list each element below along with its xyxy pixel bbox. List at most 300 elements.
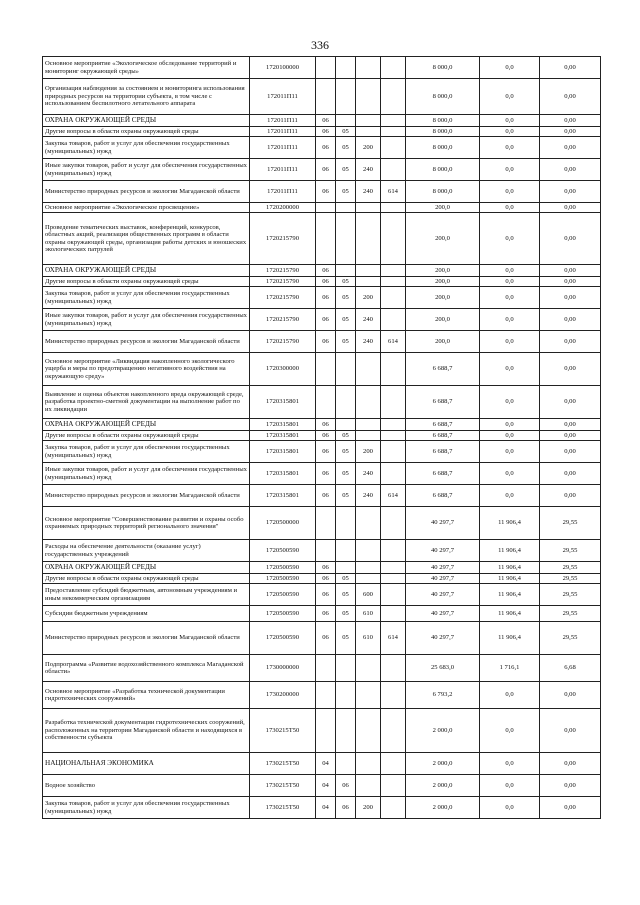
row-name-cell: Другие вопросы в области охраны окружающей среды bbox=[43, 431, 250, 441]
row-name-cell: Субсидии бюджетным учреждениям bbox=[43, 606, 250, 622]
section-cell: 04 bbox=[316, 775, 336, 797]
administrator-cell bbox=[381, 584, 406, 606]
subsection-cell: 05 bbox=[336, 277, 356, 287]
subsection-cell bbox=[336, 753, 356, 775]
amount-cell: 40 297,7 bbox=[406, 562, 480, 574]
table-row bbox=[43, 115, 601, 127]
percent-cell: 0,00 bbox=[540, 309, 601, 331]
administrator-cell bbox=[381, 775, 406, 797]
executed-cell: 0,0 bbox=[480, 181, 540, 203]
row-name-cell: Подпрограмма «Развитие водохозяйственного комплекса Магаданской области» bbox=[43, 655, 250, 682]
expense-type-cell bbox=[356, 115, 381, 127]
section-cell: 06 bbox=[316, 584, 336, 606]
subsection-cell: 05 bbox=[336, 331, 356, 353]
section-cell: 06 bbox=[316, 127, 336, 137]
target-code-cell: 1720315801 bbox=[250, 431, 316, 441]
target-code-cell: 1730215Т50 bbox=[250, 797, 316, 819]
table-row bbox=[43, 441, 601, 463]
subsection-cell bbox=[336, 419, 356, 431]
subsection-cell: 05 bbox=[336, 606, 356, 622]
expense-type-cell: 240 bbox=[356, 485, 381, 507]
percent-cell: 29,55 bbox=[540, 540, 601, 562]
executed-cell: 0,0 bbox=[480, 386, 540, 419]
section-cell: 06 bbox=[316, 309, 336, 331]
expense-type-cell bbox=[356, 682, 381, 709]
target-code-cell: 1720215790 bbox=[250, 265, 316, 277]
administrator-cell bbox=[381, 431, 406, 441]
amount-cell: 2 000,0 bbox=[406, 753, 480, 775]
table-row bbox=[43, 57, 601, 79]
table-row bbox=[43, 213, 601, 265]
executed-cell: 0,0 bbox=[480, 775, 540, 797]
target-code-cell: 1720500590 bbox=[250, 562, 316, 574]
section-cell bbox=[316, 79, 336, 115]
table-row bbox=[43, 562, 601, 574]
expense-type-cell bbox=[356, 753, 381, 775]
target-code-cell: 1720315801 bbox=[250, 485, 316, 507]
subsection-cell: 05 bbox=[336, 622, 356, 655]
percent-cell: 0,00 bbox=[540, 709, 601, 753]
section-cell: 06 bbox=[316, 265, 336, 277]
row-name-cell: ОХРАНА ОКРУЖАЮЩЕЙ СРЕДЫ bbox=[43, 265, 250, 277]
executed-cell: 0,0 bbox=[480, 682, 540, 709]
subsection-cell: 05 bbox=[336, 441, 356, 463]
percent-cell: 29,55 bbox=[540, 562, 601, 574]
amount-cell: 6 793,2 bbox=[406, 682, 480, 709]
administrator-cell bbox=[381, 540, 406, 562]
executed-cell: 0,0 bbox=[480, 331, 540, 353]
amount-cell: 200,0 bbox=[406, 213, 480, 265]
amount-cell: 200,0 bbox=[406, 287, 480, 309]
table-row bbox=[43, 331, 601, 353]
subsection-cell: 06 bbox=[336, 797, 356, 819]
executed-cell: 0,0 bbox=[480, 485, 540, 507]
row-name-cell: Другие вопросы в области охраны окружающей среды bbox=[43, 574, 250, 584]
table-row bbox=[43, 203, 601, 213]
executed-cell: 0,0 bbox=[480, 159, 540, 181]
expense-type-cell bbox=[356, 353, 381, 386]
administrator-cell bbox=[381, 463, 406, 485]
percent-cell: 0,00 bbox=[540, 386, 601, 419]
section-cell: 06 bbox=[316, 485, 336, 507]
executed-cell: 0,0 bbox=[480, 127, 540, 137]
section-cell: 06 bbox=[316, 277, 336, 287]
executed-cell: 0,0 bbox=[480, 419, 540, 431]
executed-cell: 1 716,1 bbox=[480, 655, 540, 682]
target-code-cell: 172011П11 bbox=[250, 181, 316, 203]
row-name-cell: Другие вопросы в области охраны окружающей среды bbox=[43, 277, 250, 287]
administrator-cell bbox=[381, 562, 406, 574]
target-code-cell: 1730000000 bbox=[250, 655, 316, 682]
section-cell: 04 bbox=[316, 797, 336, 819]
row-name-cell: Водное хозяйство bbox=[43, 775, 250, 797]
subsection-cell bbox=[336, 213, 356, 265]
executed-cell: 0,0 bbox=[480, 57, 540, 79]
expense-type-cell bbox=[356, 213, 381, 265]
section-cell: 06 bbox=[316, 331, 336, 353]
expense-type-cell bbox=[356, 775, 381, 797]
amount-cell: 40 297,7 bbox=[406, 606, 480, 622]
target-code-cell: 1720500590 bbox=[250, 574, 316, 584]
percent-cell: 0,00 bbox=[540, 127, 601, 137]
section-cell bbox=[316, 682, 336, 709]
administrator-cell bbox=[381, 441, 406, 463]
administrator-cell bbox=[381, 265, 406, 277]
amount-cell: 40 297,7 bbox=[406, 507, 480, 540]
expense-type-cell: 610 bbox=[356, 622, 381, 655]
subsection-cell bbox=[336, 540, 356, 562]
subsection-cell bbox=[336, 709, 356, 753]
table-row bbox=[43, 507, 601, 540]
section-cell: 06 bbox=[316, 622, 336, 655]
target-code-cell: 1720315801 bbox=[250, 419, 316, 431]
row-name-cell: Министерство природных ресурсов и экологии Магаданской области bbox=[43, 485, 250, 507]
percent-cell: 0,00 bbox=[540, 797, 601, 819]
row-name-cell: Основное мероприятие «Ликвидация накопленного экологического ущерба и меры по предотвращению негативного воздействия на окружающую среду» bbox=[43, 353, 250, 386]
row-name-cell: Проведение тематических выставок, конференций, конкурсов, областных акций, реализация общественных программ в области охраны окружающей среды, организация работы детских и юношеских экологических патрулей bbox=[43, 213, 250, 265]
percent-cell: 0,00 bbox=[540, 287, 601, 309]
expense-type-cell bbox=[356, 277, 381, 287]
target-code-cell: 1720200000 bbox=[250, 203, 316, 213]
amount-cell: 6 688,7 bbox=[406, 463, 480, 485]
executed-cell: 0,0 bbox=[480, 265, 540, 277]
target-code-cell: 1720100000 bbox=[250, 57, 316, 79]
subsection-cell: 06 bbox=[336, 775, 356, 797]
table-row bbox=[43, 574, 601, 584]
administrator-cell: 614 bbox=[381, 331, 406, 353]
administrator-cell bbox=[381, 309, 406, 331]
subsection-cell bbox=[336, 57, 356, 79]
executed-cell: 0,0 bbox=[480, 115, 540, 127]
administrator-cell bbox=[381, 137, 406, 159]
page-number: 336 bbox=[311, 38, 329, 52]
target-code-cell: 1720315801 bbox=[250, 386, 316, 419]
target-code-cell: 172011П11 bbox=[250, 137, 316, 159]
amount-cell: 200,0 bbox=[406, 265, 480, 277]
row-name-cell: Предоставление субсидий бюджетным, автономным учреждениям и иным некоммерческим организациям bbox=[43, 584, 250, 606]
administrator-cell: 614 bbox=[381, 485, 406, 507]
expense-type-cell: 240 bbox=[356, 159, 381, 181]
expense-type-cell: 600 bbox=[356, 584, 381, 606]
executed-cell: 0,0 bbox=[480, 753, 540, 775]
table-row bbox=[43, 606, 601, 622]
section-cell bbox=[316, 655, 336, 682]
expense-type-cell: 200 bbox=[356, 137, 381, 159]
percent-cell: 0,00 bbox=[540, 79, 601, 115]
row-name-cell: Закупка товаров, работ и услуг для обеспечения государственных (муниципальных) нужд bbox=[43, 287, 250, 309]
section-cell: 06 bbox=[316, 431, 336, 441]
table-row bbox=[43, 584, 601, 606]
target-code-cell: 1720215790 bbox=[250, 309, 316, 331]
row-name-cell: Закупка товаров, работ и услуг для обеспечения государственных (муниципальных) нужд bbox=[43, 797, 250, 819]
row-name-cell: Министерство природных ресурсов и экологии Магаданской области bbox=[43, 331, 250, 353]
section-cell bbox=[316, 213, 336, 265]
section-cell: 06 bbox=[316, 159, 336, 181]
expense-type-cell bbox=[356, 540, 381, 562]
percent-cell: 29,55 bbox=[540, 606, 601, 622]
subsection-cell bbox=[336, 562, 356, 574]
table-row bbox=[43, 682, 601, 709]
percent-cell: 0,00 bbox=[540, 485, 601, 507]
section-cell: 06 bbox=[316, 606, 336, 622]
target-code-cell: 172011П11 bbox=[250, 159, 316, 181]
expense-type-cell bbox=[356, 79, 381, 115]
executed-cell: 11 906,4 bbox=[480, 606, 540, 622]
target-code-cell: 1720215790 bbox=[250, 277, 316, 287]
section-cell: 06 bbox=[316, 115, 336, 127]
percent-cell: 0,00 bbox=[540, 431, 601, 441]
target-code-cell: 1720315801 bbox=[250, 441, 316, 463]
table-row bbox=[43, 137, 601, 159]
row-name-cell: Расходы на обеспечение деятельности (оказание услуг) государственных учреждений bbox=[43, 540, 250, 562]
subsection-cell: 05 bbox=[336, 159, 356, 181]
administrator-cell: 614 bbox=[381, 181, 406, 203]
percent-cell: 29,55 bbox=[540, 574, 601, 584]
table-row bbox=[43, 181, 601, 203]
administrator-cell bbox=[381, 353, 406, 386]
amount-cell: 200,0 bbox=[406, 203, 480, 213]
expense-type-cell bbox=[356, 574, 381, 584]
administrator-cell bbox=[381, 287, 406, 309]
target-code-cell: 1720500590 bbox=[250, 540, 316, 562]
row-name-cell: Иные закупки товаров, работ и услуг для обеспечения государственных (муниципальных) нужд bbox=[43, 463, 250, 485]
subsection-cell: 05 bbox=[336, 463, 356, 485]
table-row bbox=[43, 309, 601, 331]
subsection-cell: 05 bbox=[336, 309, 356, 331]
percent-cell: 0,00 bbox=[540, 213, 601, 265]
percent-cell: 0,00 bbox=[540, 159, 601, 181]
table-row bbox=[43, 655, 601, 682]
amount-cell: 2 000,0 bbox=[406, 709, 480, 753]
budget-table bbox=[42, 56, 601, 819]
target-code-cell: 172011П11 bbox=[250, 79, 316, 115]
table-row bbox=[43, 277, 601, 287]
row-name-cell: ОХРАНА ОКРУЖАЮЩЕЙ СРЕДЫ bbox=[43, 562, 250, 574]
executed-cell: 0,0 bbox=[480, 137, 540, 159]
amount-cell: 40 297,7 bbox=[406, 622, 480, 655]
amount-cell: 40 297,7 bbox=[406, 540, 480, 562]
row-name-cell: ОХРАНА ОКРУЖАЮЩЕЙ СРЕДЫ bbox=[43, 115, 250, 127]
percent-cell: 0,00 bbox=[540, 277, 601, 287]
expense-type-cell: 240 bbox=[356, 309, 381, 331]
section-cell bbox=[316, 507, 336, 540]
target-code-cell: 1720215790 bbox=[250, 213, 316, 265]
table-row bbox=[43, 353, 601, 386]
table-row bbox=[43, 622, 601, 655]
subsection-cell bbox=[336, 353, 356, 386]
percent-cell: 0,00 bbox=[540, 57, 601, 79]
executed-cell: 11 906,4 bbox=[480, 507, 540, 540]
subsection-cell bbox=[336, 682, 356, 709]
executed-cell: 0,0 bbox=[480, 287, 540, 309]
target-code-cell: 1720500000 bbox=[250, 507, 316, 540]
amount-cell: 200,0 bbox=[406, 331, 480, 353]
subsection-cell bbox=[336, 386, 356, 419]
expense-type-cell: 240 bbox=[356, 331, 381, 353]
subsection-cell bbox=[336, 115, 356, 127]
subsection-cell: 05 bbox=[336, 485, 356, 507]
administrator-cell bbox=[381, 115, 406, 127]
amount-cell: 6 688,7 bbox=[406, 485, 480, 507]
section-cell: 06 bbox=[316, 287, 336, 309]
subsection-cell bbox=[336, 265, 356, 277]
amount-cell: 8 000,0 bbox=[406, 181, 480, 203]
executed-cell: 11 906,4 bbox=[480, 562, 540, 574]
administrator-cell bbox=[381, 57, 406, 79]
row-name-cell: Основное мероприятие "Совершенствование развития и охраны особо охраняемых природных территорий регионального значения" bbox=[43, 507, 250, 540]
administrator-cell bbox=[381, 606, 406, 622]
percent-cell: 0,00 bbox=[540, 137, 601, 159]
executed-cell: 0,0 bbox=[480, 709, 540, 753]
administrator-cell bbox=[381, 753, 406, 775]
percent-cell: 0,00 bbox=[540, 463, 601, 485]
table-row bbox=[43, 431, 601, 441]
section-cell: 06 bbox=[316, 574, 336, 584]
amount-cell: 40 297,7 bbox=[406, 584, 480, 606]
administrator-cell bbox=[381, 127, 406, 137]
percent-cell: 0,00 bbox=[540, 775, 601, 797]
row-name-cell: Министерство природных ресурсов и экологии Магаданской области bbox=[43, 622, 250, 655]
administrator-cell bbox=[381, 655, 406, 682]
table-row bbox=[43, 463, 601, 485]
amount-cell: 8 000,0 bbox=[406, 79, 480, 115]
executed-cell: 0,0 bbox=[480, 79, 540, 115]
executed-cell: 11 906,4 bbox=[480, 574, 540, 584]
target-code-cell: 1730215Т50 bbox=[250, 709, 316, 753]
row-name-cell: Организация наблюдения за состоянием и мониторинга использования природных ресурсов на территории субъекта, в том числе с использованием беспилотного летательного аппарата bbox=[43, 79, 250, 115]
table-row bbox=[43, 265, 601, 277]
row-name-cell: Закупка товаров, работ и услуг для обеспечения государственных (муниципальных) нужд bbox=[43, 441, 250, 463]
expense-type-cell bbox=[356, 127, 381, 137]
amount-cell: 8 000,0 bbox=[406, 137, 480, 159]
row-name-cell: Иные закупки товаров, работ и услуг для обеспечения государственных (муниципальных) нужд bbox=[43, 309, 250, 331]
section-cell: 06 bbox=[316, 181, 336, 203]
expense-type-cell bbox=[356, 203, 381, 213]
subsection-cell: 05 bbox=[336, 574, 356, 584]
amount-cell: 200,0 bbox=[406, 277, 480, 287]
section-cell bbox=[316, 540, 336, 562]
subsection-cell: 05 bbox=[336, 181, 356, 203]
expense-type-cell: 200 bbox=[356, 441, 381, 463]
target-code-cell: 1730215Т50 bbox=[250, 775, 316, 797]
target-code-cell: 1730215Т50 bbox=[250, 753, 316, 775]
table-row bbox=[43, 540, 601, 562]
row-name-cell: Другие вопросы в области охраны окружающей среды bbox=[43, 127, 250, 137]
percent-cell: 6,68 bbox=[540, 655, 601, 682]
table-row bbox=[43, 753, 601, 775]
administrator-cell bbox=[381, 682, 406, 709]
amount-cell: 25 683,0 bbox=[406, 655, 480, 682]
section-cell: 06 bbox=[316, 463, 336, 485]
expense-type-cell bbox=[356, 431, 381, 441]
expense-type-cell: 610 bbox=[356, 606, 381, 622]
budget-table-body bbox=[43, 57, 601, 819]
executed-cell: 0,0 bbox=[480, 309, 540, 331]
target-code-cell: 1720215790 bbox=[250, 287, 316, 309]
percent-cell: 0,00 bbox=[540, 115, 601, 127]
target-code-cell: 1730200000 bbox=[250, 682, 316, 709]
percent-cell: 0,00 bbox=[540, 441, 601, 463]
table-row bbox=[43, 485, 601, 507]
percent-cell: 29,55 bbox=[540, 507, 601, 540]
expense-type-cell bbox=[356, 562, 381, 574]
target-code-cell: 1720315801 bbox=[250, 463, 316, 485]
row-name-cell: Министерство природных ресурсов и экологии Магаданской области bbox=[43, 181, 250, 203]
amount-cell: 2 000,0 bbox=[406, 775, 480, 797]
target-code-cell: 172011П11 bbox=[250, 115, 316, 127]
amount-cell: 8 000,0 bbox=[406, 57, 480, 79]
subsection-cell bbox=[336, 203, 356, 213]
executed-cell: 0,0 bbox=[480, 797, 540, 819]
administrator-cell bbox=[381, 159, 406, 181]
row-name-cell: Выявление и оценка объектов накопленного вреда окружающей среде, разработка проектно-сметной документации на выполнение работ по их ликвидации bbox=[43, 386, 250, 419]
table-row bbox=[43, 797, 601, 819]
subsection-cell bbox=[336, 507, 356, 540]
administrator-cell bbox=[381, 386, 406, 419]
section-cell: 06 bbox=[316, 441, 336, 463]
expense-type-cell: 200 bbox=[356, 287, 381, 309]
section-cell bbox=[316, 203, 336, 213]
percent-cell: 0,00 bbox=[540, 419, 601, 431]
administrator-cell: 614 bbox=[381, 622, 406, 655]
amount-cell: 2 000,0 bbox=[406, 797, 480, 819]
percent-cell: 0,00 bbox=[540, 265, 601, 277]
percent-cell: 29,55 bbox=[540, 622, 601, 655]
expense-type-cell bbox=[356, 655, 381, 682]
subsection-cell bbox=[336, 655, 356, 682]
percent-cell: 0,00 bbox=[540, 203, 601, 213]
table-row bbox=[43, 709, 601, 753]
executed-cell: 0,0 bbox=[480, 277, 540, 287]
amount-cell: 200,0 bbox=[406, 309, 480, 331]
target-code-cell: 1720500590 bbox=[250, 584, 316, 606]
table-row bbox=[43, 287, 601, 309]
executed-cell: 0,0 bbox=[480, 213, 540, 265]
executed-cell: 0,0 bbox=[480, 353, 540, 386]
expense-type-cell bbox=[356, 57, 381, 79]
percent-cell: 0,00 bbox=[540, 753, 601, 775]
target-code-cell: 1720215790 bbox=[250, 331, 316, 353]
expense-type-cell bbox=[356, 386, 381, 419]
table-row bbox=[43, 419, 601, 431]
subsection-cell: 05 bbox=[336, 431, 356, 441]
percent-cell: 0,00 bbox=[540, 331, 601, 353]
expense-type-cell: 240 bbox=[356, 463, 381, 485]
amount-cell: 8 000,0 bbox=[406, 159, 480, 181]
expense-type-cell bbox=[356, 419, 381, 431]
section-cell bbox=[316, 353, 336, 386]
administrator-cell bbox=[381, 507, 406, 540]
expense-type-cell: 240 bbox=[356, 181, 381, 203]
table-row bbox=[43, 79, 601, 115]
executed-cell: 0,0 bbox=[480, 441, 540, 463]
target-code-cell: 1720300000 bbox=[250, 353, 316, 386]
subsection-cell: 05 bbox=[336, 137, 356, 159]
executed-cell: 11 906,4 bbox=[480, 622, 540, 655]
subsection-cell: 05 bbox=[336, 287, 356, 309]
percent-cell: 29,55 bbox=[540, 584, 601, 606]
executed-cell: 0,0 bbox=[480, 431, 540, 441]
executed-cell: 0,0 bbox=[480, 463, 540, 485]
row-name-cell: Закупка товаров, работ и услуг для обеспечения государственных (муниципальных) нужд bbox=[43, 137, 250, 159]
target-code-cell: 1720500590 bbox=[250, 606, 316, 622]
section-cell: 04 bbox=[316, 753, 336, 775]
executed-cell: 11 906,4 bbox=[480, 584, 540, 606]
amount-cell: 6 688,7 bbox=[406, 419, 480, 431]
administrator-cell bbox=[381, 797, 406, 819]
percent-cell: 0,00 bbox=[540, 682, 601, 709]
subsection-cell: 05 bbox=[336, 584, 356, 606]
